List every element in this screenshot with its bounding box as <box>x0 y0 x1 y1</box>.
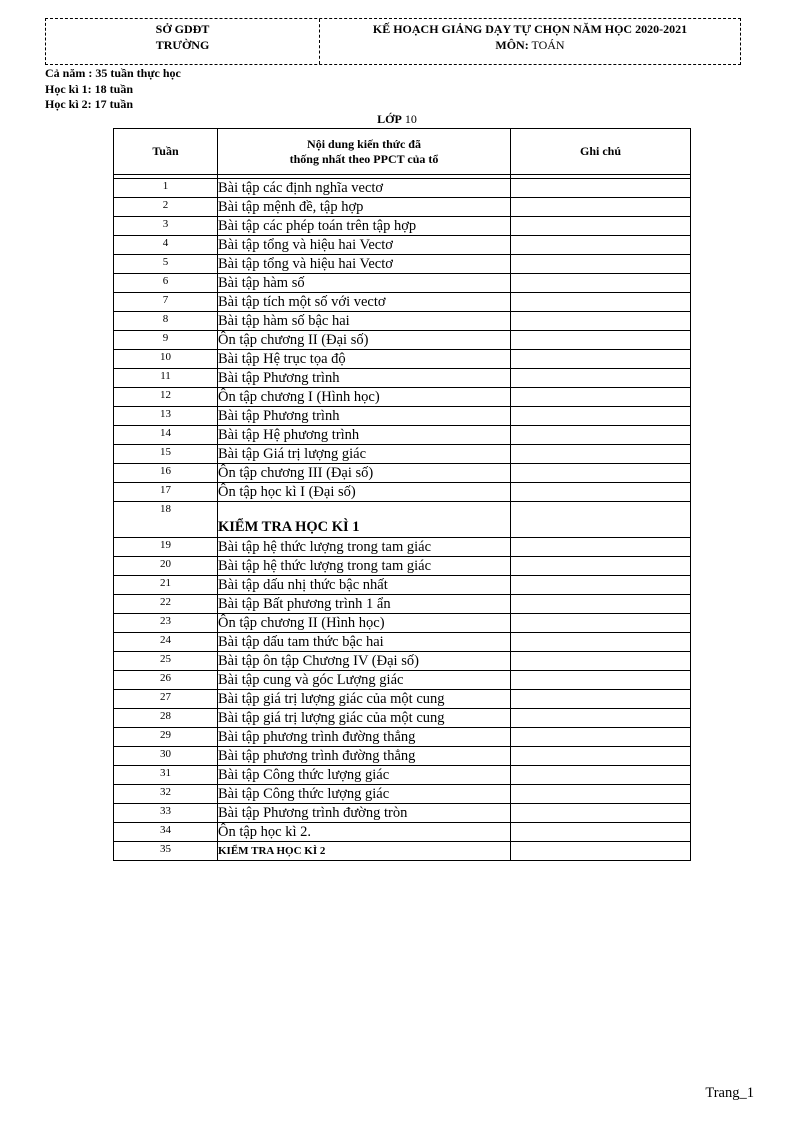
week-number: 13 <box>114 407 218 426</box>
note-cell <box>511 445 691 464</box>
note-cell <box>511 236 691 255</box>
table-row <box>114 785 691 804</box>
table-row <box>114 747 691 766</box>
note-cell <box>511 388 691 407</box>
table-row <box>114 671 691 690</box>
lesson-content: KIỂM TRA HỌC KÌ 2 <box>218 842 511 861</box>
note-cell <box>511 502 691 538</box>
document-title: KẾ HOẠCH GIẢNG DẠY TỰ CHỌN NĂM HỌC 2020-2021 <box>372 22 688 36</box>
week-number: 7 <box>114 293 218 312</box>
week-number: 23 <box>114 614 218 633</box>
table-row <box>114 312 691 331</box>
lesson-content: Bài tập Hệ trục tọa độ <box>218 350 511 369</box>
note-cell <box>511 595 691 614</box>
table-row <box>114 633 691 652</box>
note-cell <box>511 464 691 483</box>
lesson-content: Ôn tập học kì I (Đại số) <box>218 483 511 502</box>
table-row <box>114 255 691 274</box>
table-row <box>114 502 691 538</box>
week-number: 26 <box>114 671 218 690</box>
week-number: 15 <box>114 445 218 464</box>
table-row <box>114 842 691 861</box>
lesson-content: Ôn tập chương II (Đại số) <box>218 331 511 350</box>
table-row <box>114 217 691 236</box>
lesson-content: Bài tập hàm số <box>218 274 511 293</box>
note-cell <box>511 747 691 766</box>
note-cell <box>511 217 691 236</box>
week-number: 20 <box>114 557 218 576</box>
note-cell <box>511 557 691 576</box>
document-header <box>45 18 741 65</box>
note-cell <box>511 426 691 445</box>
week-number: 3 <box>114 217 218 236</box>
note-cell <box>511 823 691 842</box>
table-row <box>114 388 691 407</box>
schedule-summary <box>45 66 181 113</box>
lesson-content: Bài tập Hệ phương trình <box>218 426 511 445</box>
week-number: 33 <box>114 804 218 823</box>
column-header-content-line1: Nội dung kiến thức đã <box>307 136 421 151</box>
week-number: 8 <box>114 312 218 331</box>
note-cell <box>511 709 691 728</box>
class-heading <box>0 112 794 127</box>
department-name: SỞ GDĐT <box>155 22 210 36</box>
table-header-row <box>114 129 691 175</box>
lesson-content: Bài tập dấu tam thức bậc hai <box>218 633 511 652</box>
week-number: 9 <box>114 331 218 350</box>
table-row <box>114 538 691 557</box>
lesson-content: Bài tập giá trị lượng giác của một cung <box>218 690 511 709</box>
table-row <box>114 614 691 633</box>
lesson-content: Bài tập Phương trình <box>218 369 511 388</box>
week-number: 18 <box>114 502 218 538</box>
lesson-content: Bài tập các định nghĩa vectơ <box>218 179 511 198</box>
lesson-content: Bài tập dấu nhị thức bậc nhất <box>218 576 511 595</box>
table-row <box>114 690 691 709</box>
week-number: 28 <box>114 709 218 728</box>
lesson-content: Bài tập Phương trình <box>218 407 511 426</box>
note-cell <box>511 766 691 785</box>
note-cell <box>511 198 691 217</box>
lesson-content: Bài tập tổng và hiệu hai Vectơ <box>218 236 511 255</box>
note-cell <box>511 255 691 274</box>
week-number: 27 <box>114 690 218 709</box>
week-number: 29 <box>114 728 218 747</box>
week-number: 14 <box>114 426 218 445</box>
table-row <box>114 369 691 388</box>
class-label: LỚP <box>377 112 402 126</box>
week-number: 21 <box>114 576 218 595</box>
week-number: 10 <box>114 350 218 369</box>
week-number: 11 <box>114 369 218 388</box>
table-row <box>114 804 691 823</box>
table-row <box>114 350 691 369</box>
note-cell <box>511 614 691 633</box>
note-cell <box>511 804 691 823</box>
note-cell <box>511 293 691 312</box>
table-row <box>114 464 691 483</box>
lesson-content: Ôn tập chương II (Hình học) <box>218 614 511 633</box>
lesson-content: Bài tập cung và góc Lượng giác <box>218 671 511 690</box>
column-header-content-line2: thống nhất theo PPCT của tổ <box>289 151 439 166</box>
table-row <box>114 766 691 785</box>
table-body <box>114 175 691 861</box>
lesson-content: Bài tập Giá trị lượng giác <box>218 445 511 464</box>
note-cell <box>511 312 691 331</box>
subject-line <box>320 37 740 53</box>
lesson-content: Bài tập hệ thức lượng trong tam giác <box>218 557 511 576</box>
semester1-weeks: Học kì 1: 18 tuần <box>45 81 134 96</box>
lesson-content: Bài tập Bất phương trình 1 ẩn <box>218 595 511 614</box>
page-number: Trang_1 <box>705 1085 754 1101</box>
lesson-content: Ôn tập chương I (Hình học) <box>218 388 511 407</box>
lesson-content: Bài tập Phương trình đường tròn <box>218 804 511 823</box>
lesson-content: Bài tập tích một số với vectơ <box>218 293 511 312</box>
week-number: 1 <box>114 179 218 198</box>
table-row <box>114 274 691 293</box>
table-row <box>114 595 691 614</box>
class-value: 10 <box>401 112 417 126</box>
note-cell <box>511 538 691 557</box>
lesson-content: Bài tập hệ thức lượng trong tam giác <box>218 538 511 557</box>
header-right-cell <box>320 19 740 64</box>
week-number: 2 <box>114 198 218 217</box>
note-cell <box>511 369 691 388</box>
subject-label: MÔN: <box>495 38 529 52</box>
header-left-cell <box>46 19 320 64</box>
note-cell <box>511 407 691 426</box>
note-cell <box>511 483 691 502</box>
lesson-content: Bài tập hàm số bậc hai <box>218 312 511 331</box>
week-number: 35 <box>114 842 218 861</box>
week-number: 31 <box>114 766 218 785</box>
note-cell <box>511 728 691 747</box>
note-cell <box>511 842 691 861</box>
table-row <box>114 557 691 576</box>
note-cell <box>511 671 691 690</box>
week-number: 4 <box>114 236 218 255</box>
note-cell <box>511 785 691 804</box>
note-cell <box>511 690 691 709</box>
table-row <box>114 236 691 255</box>
table-row <box>114 331 691 350</box>
table-row <box>114 407 691 426</box>
table-row <box>114 709 691 728</box>
table-row <box>114 823 691 842</box>
note-cell <box>511 576 691 595</box>
table-row <box>114 445 691 464</box>
school-name: TRƯỜNG <box>155 38 210 52</box>
note-cell <box>511 331 691 350</box>
week-number: 24 <box>114 633 218 652</box>
column-header-content <box>218 129 511 175</box>
week-number: 32 <box>114 785 218 804</box>
lesson-content: Bài tập Công thức lượng giác <box>218 766 511 785</box>
lesson-content: Bài tập các phép toán trên tập hợp <box>218 217 511 236</box>
week-number: 19 <box>114 538 218 557</box>
week-number: 12 <box>114 388 218 407</box>
lesson-plan-table <box>113 128 691 861</box>
table-row <box>114 483 691 502</box>
table-row <box>114 426 691 445</box>
week-number: 16 <box>114 464 218 483</box>
lesson-content: Ôn tập chương III (Đại số) <box>218 464 511 483</box>
note-cell <box>511 652 691 671</box>
year-weeks: Cả năm : 35 tuần thực học <box>45 66 181 80</box>
week-number: 25 <box>114 652 218 671</box>
table-row <box>114 576 691 595</box>
lesson-content: Bài tập Công thức lượng giác <box>218 785 511 804</box>
semester2-weeks: Học kì 2: 17 tuần <box>45 97 134 111</box>
table-row <box>114 652 691 671</box>
week-number: 22 <box>114 595 218 614</box>
table-row <box>114 293 691 312</box>
week-number: 30 <box>114 747 218 766</box>
lesson-content: Bài tập giá trị lượng giác của một cung <box>218 709 511 728</box>
lesson-content: Bài tập phương trình đường thẳng <box>218 728 511 747</box>
lesson-content: Bài tập ôn tập Chương IV (Đại số) <box>218 652 511 671</box>
subject-value: TOÁN <box>528 38 565 52</box>
lesson-content: Bài tập mệnh đề, tập hợp <box>218 198 511 217</box>
table-row <box>114 728 691 747</box>
note-cell <box>511 633 691 652</box>
table-row <box>114 198 691 217</box>
column-header-week: Tuần <box>114 129 218 175</box>
lesson-content: Bài tập tổng và hiệu hai Vectơ <box>218 255 511 274</box>
lesson-content: Bài tập phương trình đường thẳng <box>218 747 511 766</box>
note-cell <box>511 350 691 369</box>
table-row <box>114 179 691 198</box>
week-number: 34 <box>114 823 218 842</box>
note-cell <box>511 274 691 293</box>
column-header-note: Ghi chú <box>511 129 691 175</box>
week-number: 17 <box>114 483 218 502</box>
week-number: 5 <box>114 255 218 274</box>
lesson-content: Ôn tập học kì 2. <box>218 823 511 842</box>
week-number: 6 <box>114 274 218 293</box>
lesson-content: KIỂM TRA HỌC KÌ 1 <box>218 502 511 538</box>
note-cell <box>511 179 691 198</box>
